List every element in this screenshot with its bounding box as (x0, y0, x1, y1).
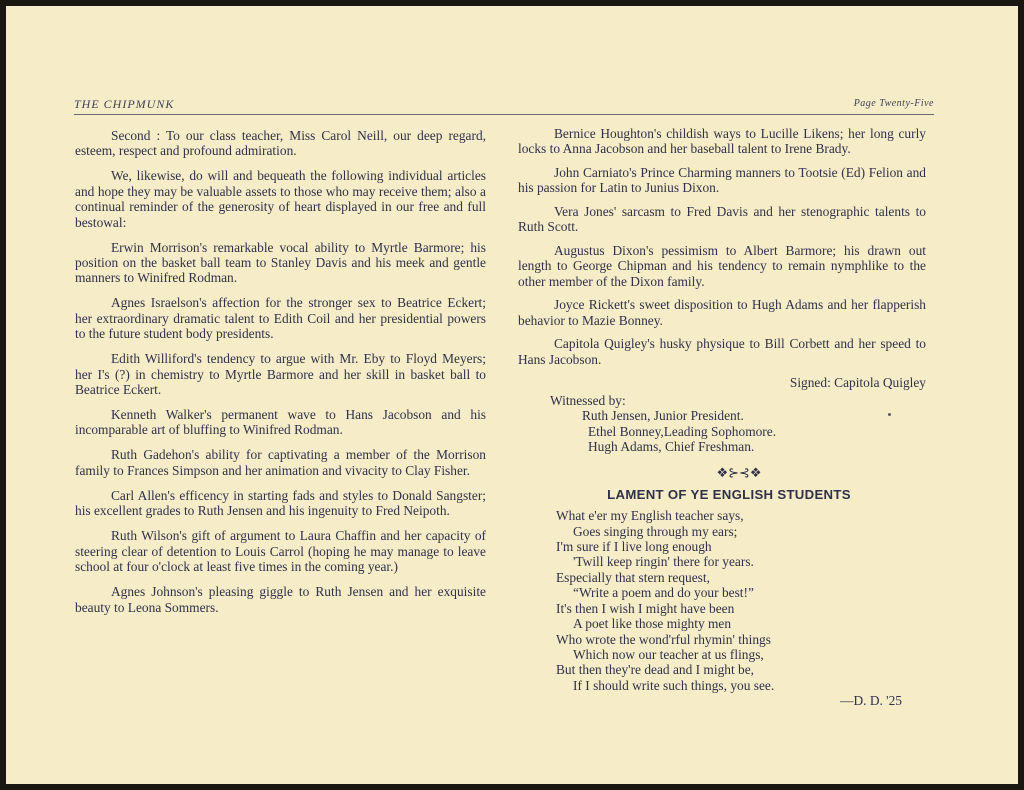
poem-body (556, 508, 926, 708)
paragraph: John Carniato's Prince Charming manners to Tootsie (Ed) Felion and his passion for Latin to Junius Dixon. (518, 165, 926, 196)
poem-line: A poet like those mighty men (573, 616, 732, 632)
poem-line: Who wrote the wond'rful rhymin' things (556, 631, 771, 647)
right-column (518, 126, 926, 709)
paragraph: Agnes Israelson's affection for the stronger sex to Beatrice Eckert; her extraordinary dramatic talent to Edith Coil and her presidential powers to the future student body presidents. (75, 295, 486, 342)
witnessed-by-label: Witnessed by: (550, 392, 626, 408)
poem-line: If I should write such things, you see. (573, 677, 775, 693)
left-column (75, 128, 486, 625)
paragraph: Bernice Houghton's childish ways to Lucille Likens; her long curly locks to Anna Jacobson and her baseball talent to Irene Brady. (518, 126, 926, 157)
paragraph: Edith Williford's tendency to argue with Mr. Eby to Floyd Meyers; her I's (?) in chemistry to Myrtle Barmore and her skill in basket ball to Beatrice Eckert. (75, 351, 486, 398)
paragraph: Augustus Dixon's pessimism to Albert Barmore; his drawn out length to George Chipman and his tendency to remain nymphlike to the other member of the Dixon family. (518, 243, 926, 289)
poem-line: I'm sure if I live long enough (556, 539, 712, 555)
paragraph: Kenneth Walker's permanent wave to Hans Jacobson and his incomparable art of bluffing to Winifred Rodman. (75, 407, 486, 438)
paragraph: We, likewise, do will and bequeath the following individual articles and hope they may be valuable assets to those who may receive them; also a continual reminder of the generosity of heart displayed in our free and full bestowal: (75, 168, 486, 230)
poem-title: LAMENT OF YE ENGLISH STUDENTS (607, 486, 851, 502)
witness-name: Ruth Jensen, Junior President. (582, 408, 744, 424)
poem-line: What e'er my English teacher says, (556, 508, 744, 524)
paragraph: Vera Jones' sarcasm to Fred Davis and her stenographic talents to Ruth Scott. (518, 204, 926, 235)
paragraph: Ruth Wilson's gift of argument to Laura Chaffin and her capacity of steering clear of detention to Louis Carrol (hoping he may manage to leave school at four o'clock at least five times in the coming year.) (75, 528, 486, 575)
paragraph: Agnes Johnson's pleasing giggle to Ruth Jensen and her exquisite beauty to Leona Sommers. (75, 584, 486, 615)
paragraph: Capitola Quigley's husky physique to Bill Corbett and her speed to Hans Jacobson. (518, 336, 926, 367)
poem-line: It's then I wish I might have been (556, 600, 735, 616)
paragraph: Carl Allen's efficency in starting fads and styles to Donald Sangster; his excellent grades to Ruth Jensen and his ingenuity to Fred Neipoth. (75, 487, 486, 519)
paragraph: Joyce Rickett's sweet disposition to Hugh Adams and her flapperish behavior to Mazie Bonney. (518, 297, 926, 328)
page-header (74, 97, 934, 111)
poem-line: Especially that stern request, (556, 569, 710, 585)
paragraph: Second : To our class teacher, Miss Carol Neill, our deep regard, esteem, respect and profound admiration. (75, 128, 486, 159)
publication-title: THE CHIPMUNK (74, 97, 175, 111)
ink-speck (888, 413, 891, 416)
poem-line: “Write a poem and do your best!” (573, 585, 754, 601)
signed-line: Signed: Capitola Quigley (789, 375, 926, 391)
paragraph: Erwin Morrison's remarkable vocal ability to Myrtle Barmore; his position on the basket ball team to Stanley Davis and his meek and gentle manners to Winifred Rodman. (75, 239, 486, 286)
page-number: Page Twenty-Five (853, 98, 934, 109)
ornament-icon: ❖⊱⊰❖ (716, 465, 762, 481)
poem-line: Goes singing through my ears; (573, 523, 738, 539)
poem-signature: —D. D. '25 (840, 693, 902, 709)
witness-name: Ethel Bonney,Leading Sophomore. (588, 423, 777, 439)
paragraph: Ruth Gadehon's ability for captivating a member of the Morrison family to Frances Simpson and her animation and vivacity to Clay Fisher. (75, 447, 486, 478)
header-rule (74, 114, 934, 115)
poem-line: Which now our teacher at us flings, (573, 646, 764, 662)
poem-line: But then they're dead and I might be, (556, 662, 755, 678)
poem-line: 'Twill keep ringin' there for years. (573, 554, 754, 570)
witness-name: Hugh Adams, Chief Freshman. (588, 439, 755, 455)
